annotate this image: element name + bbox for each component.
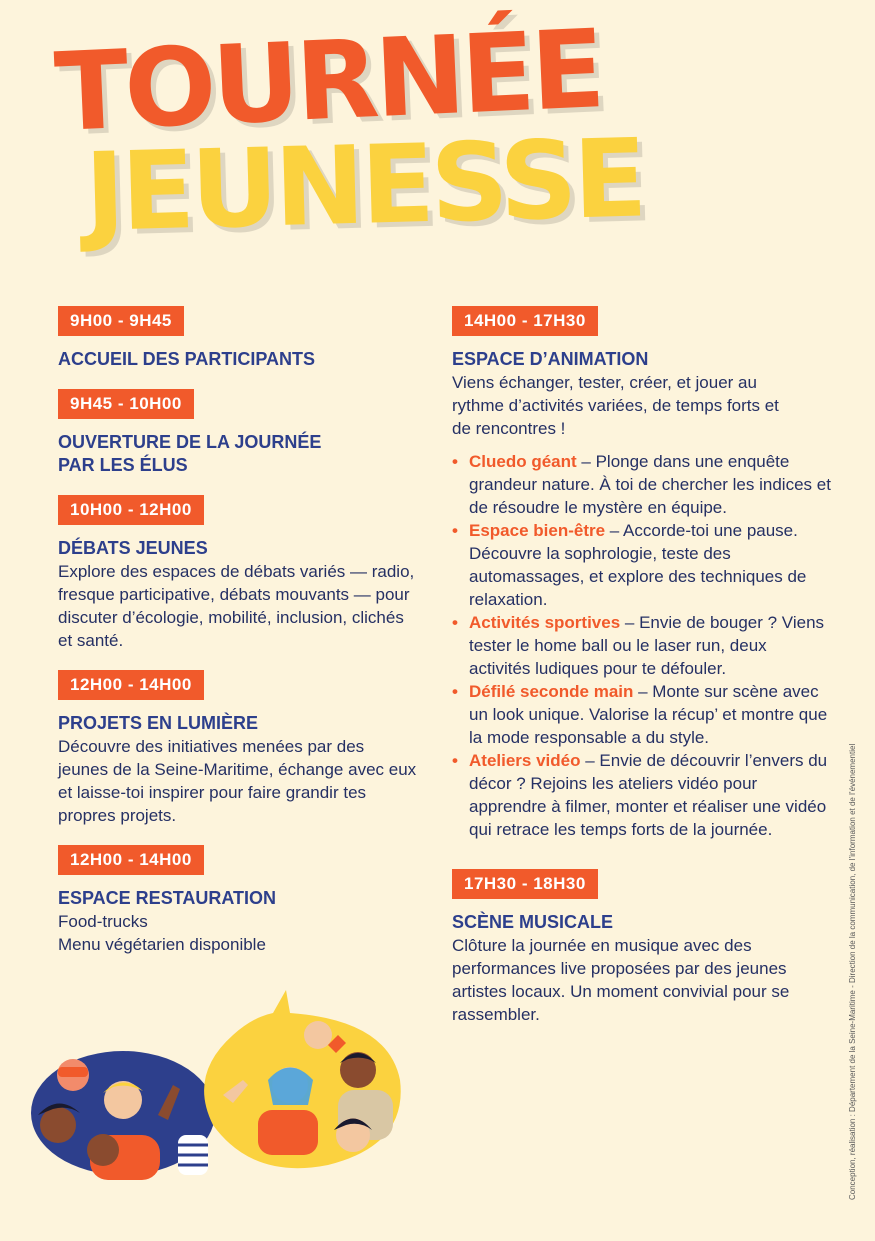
person-face [40, 1107, 76, 1143]
time-badge: 9H45 - 10H00 [58, 389, 194, 419]
activity-name: Espace bien-être [469, 521, 606, 540]
schedule-block-animation [452, 306, 832, 841]
schedule-block-music [452, 869, 832, 1026]
shirt [258, 1110, 318, 1155]
activity-item [452, 611, 832, 680]
block-heading: DÉBATS JEUNES [58, 538, 208, 558]
activity-name: Cluedo géant [469, 452, 577, 471]
activity-desc: – Plonge dans une enquête grandeur nature. À toi de chercher les indices et de résoudre le mystère en équipe. [469, 452, 831, 517]
right-column [452, 306, 832, 1044]
poster-title [0, 0, 875, 300]
activity-item [452, 680, 832, 749]
schedule-block-welcome [58, 306, 438, 371]
person-face [304, 1021, 332, 1049]
activity-list [452, 450, 832, 841]
time-badge: 14H00 - 17H30 [452, 306, 598, 336]
hat [58, 1067, 88, 1077]
block-heading: ESPACE D’ANIMATION [452, 349, 649, 369]
title-line-2: JEUNESSE [83, 116, 645, 256]
schedule-block-projects [58, 670, 438, 827]
block-heading: SCÈNE MUSICALE [452, 912, 614, 932]
time-badge: 9H00 - 9H45 [58, 306, 184, 336]
person-face [87, 1134, 119, 1166]
youth-illustration [28, 985, 418, 1185]
time-badge: 17H30 - 18H30 [452, 869, 598, 899]
activity-item [452, 519, 832, 611]
time-badge: 12H00 - 14H00 [58, 670, 204, 700]
activity-desc: – Accorde-toi une pause. Découvre la sophrologie, teste des automassages, et explore des techniques de relaxation. [469, 521, 807, 609]
block-heading: PROJETS EN LUMIÈRE [58, 713, 259, 733]
activity-desc: – Monte sur scène avec un look unique. Valorise la récup’ et montre que la mode responsable a du style. [469, 682, 828, 747]
block-heading: ACCUEIL DES PARTICIPANTS [58, 349, 316, 369]
title-line-1: TOURNÉE [52, 7, 604, 156]
activity-item [452, 749, 832, 841]
credit-line: Conception, réalisation : Département de la Seine-Maritime - Direction de la communication, de l’information et de l’événementiel [848, 743, 857, 1200]
block-heading: OUVERTURE DE LA JOURNÉE PAR LES ÉLUS [58, 432, 322, 475]
block-heading: ESPACE RESTAURATION [58, 888, 277, 908]
block-text: Viens échanger, tester, créer, et jouer au rythme d’activités variées, de temps forts et de rencontres ! [452, 373, 779, 438]
block-text: Explore des espaces de débats variés — radio, fresque participative, débats mouvants — pour discuter d’écologie, mobilité, inclusion, clichés et santé. [58, 562, 415, 650]
activity-desc: – Envie de bouger ? Viens tester le home ball ou le laser run, deux activités ludiques pour te défouler. [469, 613, 825, 678]
schedule-block-food [58, 845, 438, 956]
block-text-line: Menu végétarien disponible [58, 935, 266, 954]
block-text: Découvre des initiatives menées par des jeunes de la Seine-Maritime, échange avec eux et laisse-toi inspirer pour faire grandir tes propres projets. [58, 737, 417, 825]
activity-item [452, 450, 832, 519]
left-column [58, 306, 438, 974]
activity-name: Ateliers vidéo [469, 751, 581, 770]
schedule-block-opening [58, 389, 438, 477]
activity-name: Défilé seconde main [469, 682, 634, 701]
activity-name: Activités sportives [469, 613, 621, 632]
time-badge: 10H00 - 12H00 [58, 495, 204, 525]
time-badge: 12H00 - 14H00 [58, 845, 204, 875]
activity-desc: – Envie de découvrir l’envers du décor ? Rejoins les ateliers vidéo pour apprendre à filmer, monter et réaliser une vidéo qui retrace les temps forts de la journée. [469, 751, 828, 839]
block-text: Clôture la journée en musique avec des performances live proposées par des jeunes artistes locaux. Un moment convivial pour se rassembler. [452, 936, 790, 1024]
schedule-block-debates [58, 495, 438, 652]
block-text-line: Food-trucks [58, 912, 148, 931]
